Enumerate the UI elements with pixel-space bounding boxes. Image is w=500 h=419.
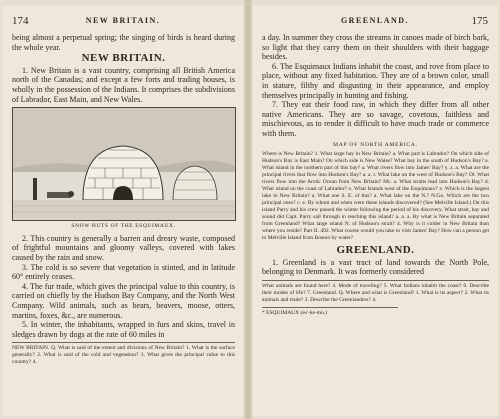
right-paragraph-7: 7. They eat their food raw, in which they differ from all other native Americans. They are so savage, covetous, faithless and mischievous, as to render it difficult to have much trade or commerce with them. bbox=[262, 100, 489, 138]
right-page bbox=[252, 6, 498, 416]
right-footer-rule bbox=[262, 280, 489, 281]
illustration-caption: SNOW HUTS OF THE ESQUIMAUX. bbox=[71, 223, 176, 230]
left-continuation-text: being almost a perpetual spring; the singing of birds is heard during the whole year. bbox=[12, 33, 235, 52]
left-page-number: 174 bbox=[12, 15, 29, 27]
left-paragraph-3: 3. The cold is so severe that vegetation is stinted, and in latitude 60° entirely ceases. bbox=[12, 262, 235, 282]
right-continuation-text: a day. In summer they cross the streams in canoes made of birch bark, so light that they carry them on their shoulders with their baggage besides. bbox=[262, 33, 489, 62]
right-page-number: 175 bbox=[471, 15, 488, 27]
right-paragraph-6: 6. The Esquimaux Indians inhabit the coast, and rove from place to place, without any fixed habitation. They are of a brown color, small in stature, filthy and disgusting in their appearance, and employ themselves principally in hunting and fishing. bbox=[262, 61, 489, 100]
left-page bbox=[2, 6, 244, 416]
left-paragraph-2: 2. This country is generally a barren and dreary waste, composed of frightful mountains and gloomy valleys, covered with lakes caused by the rain and snow. bbox=[12, 233, 235, 262]
left-running-title: NEW BRITAIN. bbox=[85, 16, 161, 25]
right-questions: What animals are found here? 4. Mode of traveling? 5. What Indians inhabit the coast? 6. Describe their modes of life? 7. Greenland. Q. Where and what is Greenland? 1. What is its aspect? 2. What its animals and trade? 3. Describe the Greenlanders? 4. bbox=[262, 282, 489, 303]
footnote-rule bbox=[262, 307, 398, 308]
left-section-title: NEW BRITAIN. bbox=[81, 52, 166, 65]
left-footer-rule bbox=[12, 342, 235, 343]
snow-huts-illustration bbox=[12, 107, 236, 221]
book-gutter bbox=[244, 0, 252, 419]
map-questions-title: MAP OF NORTH AMERICA. bbox=[333, 141, 418, 148]
left-paragraph-1: 1. New Britain is a vast country, comprising all British America north of the Canadas; and except a few forts and trading houses, is wholly in the possession of the Indians. It comprises the subdivisions of Labrador, East Main, and New Wales. bbox=[12, 65, 235, 104]
left-paragraph-5: 5. In winter, the inhabitants, wrapped in furs and skins, travel in sledges drawn by dogs at the rate of 60 miles in bbox=[12, 320, 235, 339]
left-questions: NEW BRITAIN. Q. What is said of the extent and divisions of New Britain? 1. What is the surface generally? 2. What is said of the cold and vegetation? 3. What gives the principal value to this country? 4. bbox=[12, 345, 235, 366]
right-paragraph-1: 1. Greenland is a vast tract of land towards the North Pole, belonging to Denmark. It was formerly considered bbox=[262, 257, 489, 277]
left-paragraph-4: 4. The fur trade, which gives the principal value to this country, is carried on chiefly by the Hudson Bay Company, and the North West Company. Wild animals, such as bears, beavers, moose, otters, martins, foxes, &c., are numerous. bbox=[12, 281, 235, 320]
left-page-body bbox=[12, 33, 235, 366]
right-running-title: GREENLAND. bbox=[340, 16, 410, 25]
map-questions: Where is New Britain? 1. What large bay in New Britain? a. What part is Labrador? On which side of Hudson's Bay is East Main? On which side is New Wales? What bay in the south of Hudson's Bay? a. What island in the northern part of this bay? a. What rivers flow into James' Bay? y. z. a. What are the principal rivers that flow into Hudson's Bay? a. a. t. What lake on the west of Hudson's Bay? Ol. What rivers flow into the Arctic Ocean from New Britain? Mc. a. What straits lead into Hudson's Bay? d. What island on the coast of Labrador? x. What Islands west of the Esquimaux? x. Which is the largest lake in New Britain? a. What one S. E. of this? a. What lake on the N.? N.Gn. Which are the two principal ones? c. e. By whom and when were these islands discovered? (See Melville Island.) On this island Parry and his crew passed the winter following the period of his discovery. What strait, bay and sound did Capt. Parry sail through in reaching this island? a. a. a. By what is New Britain separated from Greenland? What large island N. of Hudson's strait? 4. Why is it colder in New Britain than where you reside? Part II. 492. What course would you take to visit James' Bay? How can a person get to Melville Island from Boston by water? bbox=[262, 151, 489, 242]
right-section-title: GREENLAND. bbox=[336, 244, 415, 257]
right-page-body bbox=[262, 33, 489, 317]
igloo-engraving bbox=[13, 108, 235, 220]
left-page-header bbox=[12, 15, 234, 29]
footnote: * ESQUIMAUX (es'-ke-mo.) bbox=[262, 309, 327, 316]
right-page-header bbox=[262, 15, 488, 29]
